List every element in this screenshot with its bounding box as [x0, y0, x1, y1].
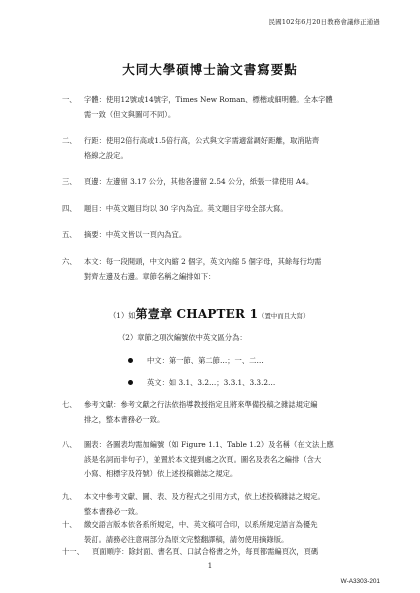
section-numbering-intro: （2）章節之項次編號依中英文區分為：: [118, 333, 247, 342]
item-11: [62, 545, 384, 560]
item-number: 五、: [62, 230, 77, 239]
item-line: 行距：使用2倍行高或1.5倍行高，公式與文字需適當調好距離，取消貼齊: [84, 136, 320, 145]
item-2: [62, 134, 384, 163]
item-line: 摘要：中英文皆以一頁內為宜。: [84, 230, 187, 239]
item-number: 三、: [62, 177, 77, 186]
item-line: 裝訂。請務必注意兩部分為原文完整翻譯稿，請勿使用摘錄版。: [84, 534, 289, 544]
item-number: 一、: [62, 95, 77, 104]
chapter-note: （置中而且大寫）: [258, 312, 310, 320]
chapter-prefix: （1）如: [109, 311, 136, 320]
document-title: 大同大學碩博士論文書寫要點: [122, 62, 298, 77]
chapter-heading: 第壹章 CHAPTER 1: [135, 307, 259, 321]
item-line: 小寫、相標字及符號）依上述投稿雜誌之規定。: [84, 469, 238, 479]
item-line: 參考文獻：參考文獻之行法依指導教授指定且將來準備投稿之雜誌規定編: [84, 400, 318, 409]
item-number: 七、: [62, 400, 77, 409]
item-number: 八、: [62, 440, 77, 449]
header-note: 民國102年6月20日教務會議修正通過: [268, 18, 380, 26]
item-line: 本文：每一段開頭，中文內縮 2 個字，英文內縮 5 個字母，其餘每行均需: [84, 257, 322, 266]
item-line: 圖表：各圖表均需加編號（如 Figure 1.1、Table 1.2）及名稱（在文法上應: [84, 440, 334, 449]
item-number: 四、: [62, 204, 77, 213]
item-line: 排之，整本書務必一致。: [84, 414, 165, 424]
item-line: 頁面順序：除封面、書名頁、口試合格書之外，每頁都需編頁次，頁碼: [92, 547, 319, 556]
item-10: [62, 518, 384, 547]
item-number: 六、: [62, 257, 77, 266]
item-line: 本文中參考文獻、圖、表、及方程式之引用方式，依上述投稿雜誌之規定。: [84, 492, 325, 501]
chapter-heading-example: [109, 305, 309, 322]
item-8: [62, 438, 384, 482]
item-line: 需一致（但文與圖可不同）。: [84, 109, 176, 119]
item-line: 格線之設定。: [84, 150, 128, 160]
item-5: [62, 228, 384, 243]
item-6: [62, 255, 384, 284]
item-4: [62, 202, 384, 217]
bullet-text: 中文：第一節、第二節…；一、二…: [147, 356, 264, 365]
item-number: 九、: [62, 492, 77, 501]
page-number: 1: [207, 562, 213, 570]
bullet-icon: [128, 358, 133, 363]
item-7: [62, 398, 384, 427]
item-number: 二、: [62, 136, 77, 145]
item-1: [62, 93, 384, 122]
item-3: [62, 175, 384, 190]
item-line: 該是名詞而非句子），並置於本文提到處之次頁。圖名及表名之編排（含大: [84, 454, 322, 464]
bullet-item-chinese: [128, 356, 264, 366]
item-line: 字體：使用12號或14號字，Times New Roman、標楷或細明體。全本字體: [84, 95, 333, 104]
item-line: 題目：中英文題目均以 30 字內為宜。英文題目字母全部大寫。: [84, 204, 288, 213]
item-line: 頁邊：左邊留 3.17 公分，其他各邊留 2.54 公分，紙張一律使用 A4。: [84, 177, 314, 186]
document-code: W-A3303-201: [340, 578, 380, 585]
bullet-text: 英文：如 3.1、3.2…；3.3.1、3.3.2…: [147, 378, 276, 387]
item-line: 整本書務必一致。: [84, 506, 143, 516]
bullet-icon: [128, 380, 133, 385]
item-line: 繳交語言版本依各系所規定，中、英文稿可合印，以系所規定語言為優先: [84, 520, 318, 529]
item-9: [62, 490, 384, 519]
bullet-item-english: [128, 378, 275, 388]
item-number: 十、: [62, 520, 77, 529]
item-number: 十一、: [62, 547, 84, 556]
item-line: 對齊左邊及右邊。章節名稱之編排如下：: [84, 271, 216, 281]
